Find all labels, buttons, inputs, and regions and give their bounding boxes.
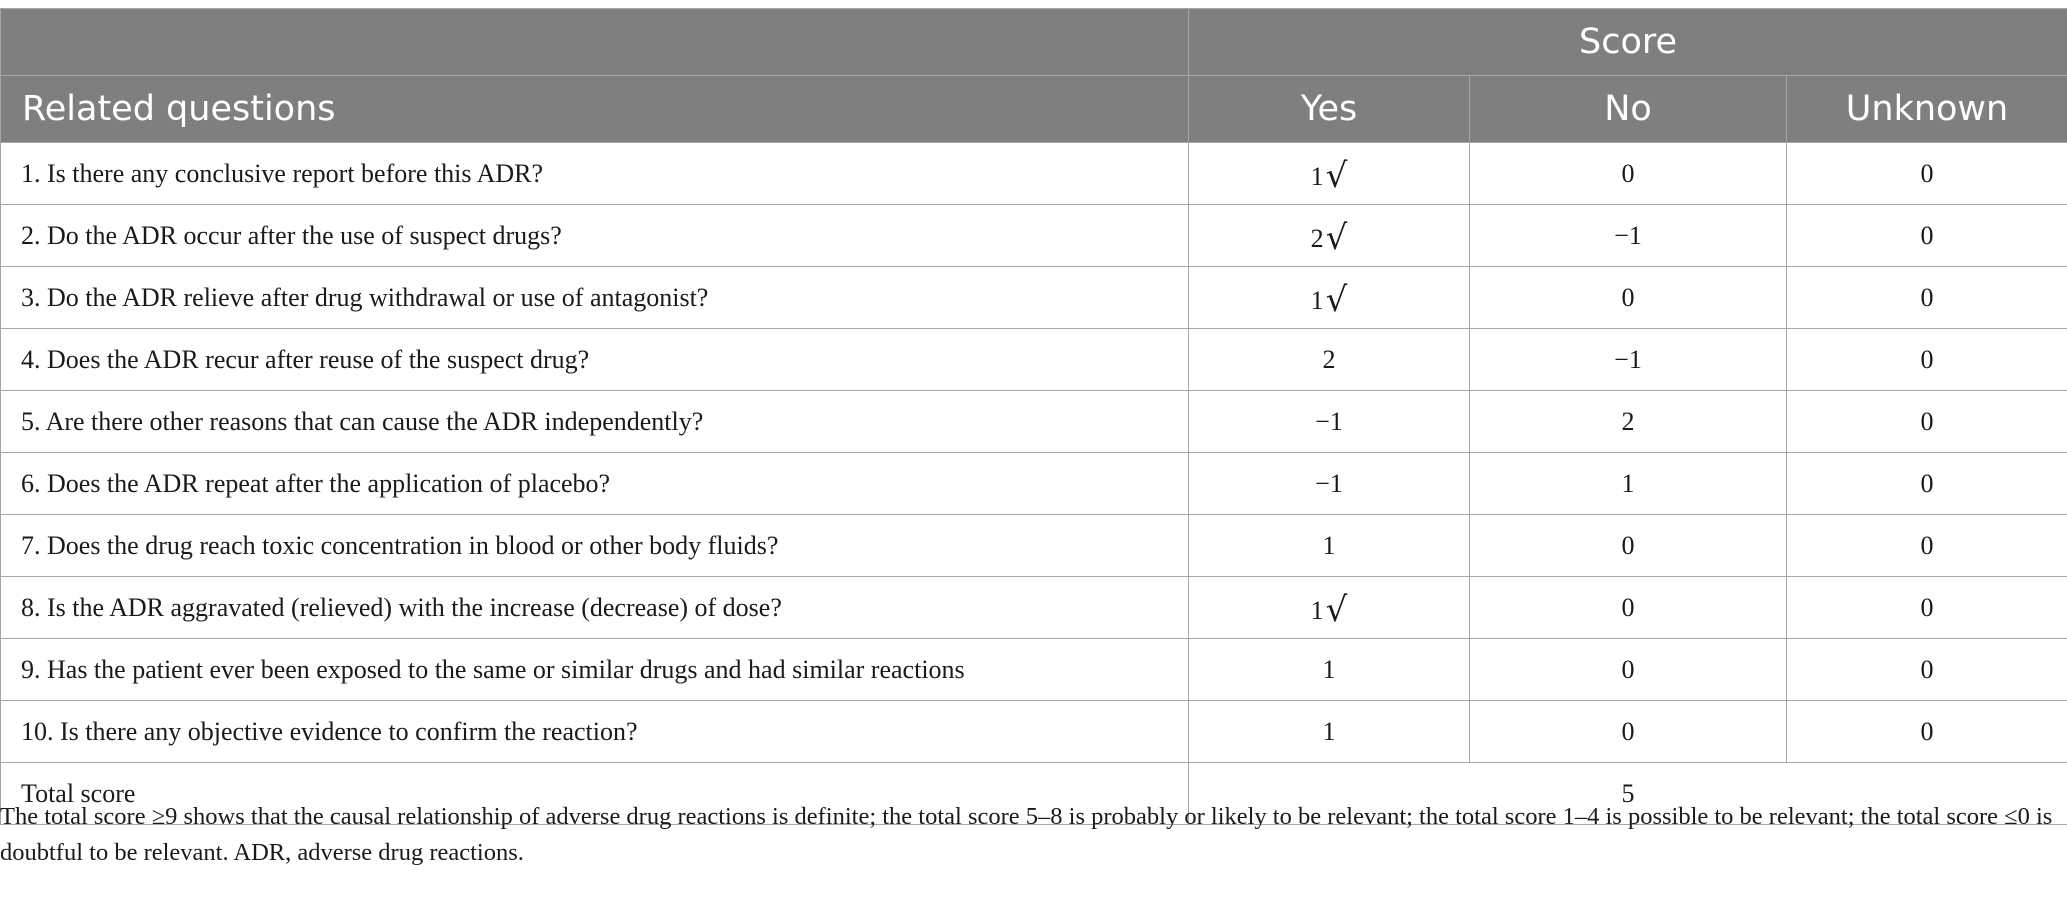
table-row xyxy=(1,391,2067,453)
unknown-score-cell: 0 xyxy=(1787,267,2067,329)
yes-score-cell xyxy=(1189,143,1470,205)
header-row-score xyxy=(1,9,2067,76)
question-cell: 4. Does the ADR recur after reuse of the suspect drug? xyxy=(1,329,1189,391)
no-score-cell: 2 xyxy=(1470,391,1787,453)
header-unknown: Unknown xyxy=(1787,76,2067,143)
header-empty-cell xyxy=(1,9,1189,76)
yes-score-value: 1 xyxy=(1310,595,1324,625)
question-cell: 7. Does the drug reach toxic concentration in blood or other body fluids? xyxy=(1,515,1189,577)
table-row xyxy=(1,267,2067,329)
table-footnote: The total score ≥9 shows that the causal relationship of adverse drug reactions is definite; the total score 5–8 is probably or likely to be relevant; the total score 1–4 is possible to be relevant; the total score ≤0 is doubtful to be relevant. ADR, adverse drug reactions. xyxy=(0,803,2053,866)
total-score-value: 5 xyxy=(1189,763,2067,825)
yes-score-cell xyxy=(1189,267,1470,329)
yes-score-cell: 1 xyxy=(1189,701,1470,763)
question-cell: 1. Is there any conclusive report before this ADR? xyxy=(1,143,1189,205)
yes-score-cell: −1 xyxy=(1189,453,1470,515)
table-header xyxy=(1,9,2067,143)
question-cell: 6. Does the ADR repeat after the application of placebo? xyxy=(1,453,1189,515)
unknown-score-cell: 0 xyxy=(1787,329,2067,391)
yes-score-cell: −1 xyxy=(1189,391,1470,453)
no-score-cell: 0 xyxy=(1470,701,1787,763)
header-row-columns xyxy=(1,76,2067,143)
check-mark-icon: √ xyxy=(1325,217,1348,258)
yes-score-cell xyxy=(1189,577,1470,639)
unknown-score-cell: 0 xyxy=(1787,205,2067,267)
no-score-cell: 0 xyxy=(1470,267,1787,329)
no-score-cell: 1 xyxy=(1470,453,1787,515)
table-row xyxy=(1,205,2067,267)
table-row xyxy=(1,453,2067,515)
header-yes: Yes xyxy=(1189,76,1470,143)
no-score-cell: 0 xyxy=(1470,639,1787,701)
table-row xyxy=(1,577,2067,639)
question-cell: 2. Do the ADR occur after the use of suspect drugs? xyxy=(1,205,1189,267)
table-row xyxy=(1,639,2067,701)
no-score-cell: 0 xyxy=(1470,577,1787,639)
check-mark-icon: √ xyxy=(1325,155,1348,196)
yes-score-cell: 2 xyxy=(1189,329,1470,391)
unknown-score-cell: 0 xyxy=(1787,701,2067,763)
unknown-score-cell: 0 xyxy=(1787,143,2067,205)
yes-score-value: 2 xyxy=(1310,223,1324,253)
table-row xyxy=(1,701,2067,763)
question-cell: 10. Is there any objective evidence to confirm the reaction? xyxy=(1,701,1189,763)
question-cell: 3. Do the ADR relieve after drug withdrawal or use of antagonist? xyxy=(1,267,1189,329)
unknown-score-cell: 0 xyxy=(1787,577,2067,639)
question-cell: 5. Are there other reasons that can cause the ADR independently? xyxy=(1,391,1189,453)
no-score-cell: 0 xyxy=(1470,143,1787,205)
adr-causality-table xyxy=(0,8,2067,825)
header-related-questions: Related questions xyxy=(1,76,1189,143)
no-score-cell: 0 xyxy=(1470,515,1787,577)
table-row xyxy=(1,143,2067,205)
unknown-score-cell: 0 xyxy=(1787,453,2067,515)
total-score-label: Total score xyxy=(1,763,1189,825)
yes-score-cell: 1 xyxy=(1189,515,1470,577)
table-row xyxy=(1,329,2067,391)
header-no: No xyxy=(1470,76,1787,143)
table-body xyxy=(1,143,2067,825)
table-row xyxy=(1,515,2067,577)
yes-score-value: 1 xyxy=(1310,285,1324,315)
check-mark-icon: √ xyxy=(1325,279,1348,320)
unknown-score-cell: 0 xyxy=(1787,391,2067,453)
yes-score-value: 1 xyxy=(1310,161,1324,191)
header-score: Score xyxy=(1189,9,2067,76)
no-score-cell: −1 xyxy=(1470,205,1787,267)
question-cell: 8. Is the ADR aggravated (relieved) with the increase (decrease) of dose? xyxy=(1,577,1189,639)
unknown-score-cell: 0 xyxy=(1787,515,2067,577)
yes-score-cell: 1 xyxy=(1189,639,1470,701)
question-cell: 9. Has the patient ever been exposed to the same or similar drugs and had similar reactions xyxy=(1,639,1189,701)
yes-score-cell xyxy=(1189,205,1470,267)
check-mark-icon: √ xyxy=(1325,589,1348,630)
no-score-cell: −1 xyxy=(1470,329,1787,391)
unknown-score-cell: 0 xyxy=(1787,639,2067,701)
